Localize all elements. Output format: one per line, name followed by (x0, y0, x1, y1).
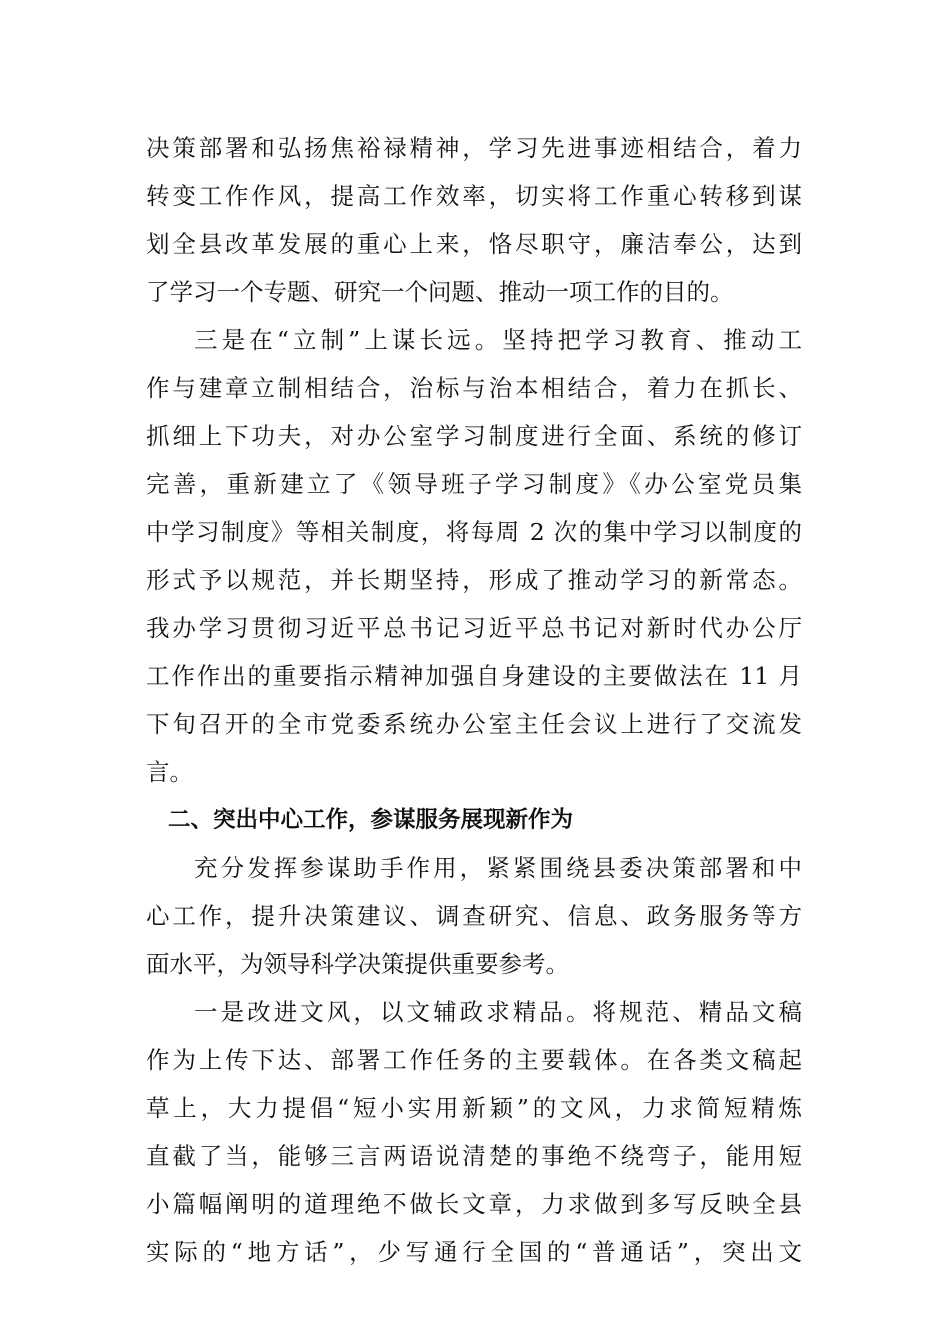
text-line: 形式予以规范，并长期坚持，形成了推动学习的新常态。 (146, 566, 802, 594)
text-line: 心工作，提升决策建议、调查研究、信息、政务服务等方 (146, 902, 802, 930)
document-body (146, 124, 802, 1276)
text-line: 完善，重新建立了《领导班子学习制度》《办公室党员集 (146, 470, 802, 498)
text-line: 作与建章立制相结合，治标与治本相结合，着力在抓长、 (146, 374, 802, 402)
text-line: 转变工作作风，提高工作效率，切实将工作重心转移到谋 (146, 182, 802, 210)
paragraph-start-line: 充分发挥参谋助手作用，紧紧围绕县委决策部署和中 (194, 854, 802, 882)
text-line: 了学习一个专题、研究一个问题、推动一项工作的目的。 (146, 278, 734, 306)
text-line: 面水平，为领导科学决策提供重要参考。 (146, 950, 569, 978)
text-line: 决策部署和弘扬焦裕禄精神，学习先进事迹相结合，着力 (146, 134, 802, 162)
paragraph-start-line: 三是在“立制”上谋长远。坚持把学习教育、推动工 (194, 326, 802, 354)
text-line: 抓细上下功夫，对办公室学习制度进行全面、系统的修订 (146, 422, 802, 450)
text-line: 作为上传下达、部署工作任务的主要载体。在各类文稿起 (146, 1046, 802, 1074)
text-line: 实际的“地方话”，少写通行全国的“普通话”，突出文 (146, 1238, 802, 1266)
text-line: 言。 (146, 758, 193, 786)
text-line: 中学习制度》等相关制度，将每周 2 次的集中学习以制度的 (146, 518, 802, 546)
text-line: 小篇幅阐明的道理绝不做长文章，力求做到多写反映全县 (146, 1190, 802, 1218)
text-line: 划全县改革发展的重心上来，恪尽职守，廉洁奉公，达到 (146, 230, 802, 258)
text-line: 下旬召开的全市党委系统办公室主任会议上进行了交流发 (146, 710, 802, 738)
text-line: 工作作出的重要指示精神加强自身建设的主要做法在 11 月 (146, 662, 802, 690)
text-line: 直截了当，能够三言两语说清楚的事绝不绕弯子，能用短 (146, 1142, 802, 1170)
text-line: 我办学习贯彻习近平总书记习近平总书记对新时代办公厅 (146, 614, 802, 642)
section-heading: 二、突出中心工作，参谋服务展现新作为 (168, 807, 574, 833)
text-line: 草上，大力提倡“短小实用新颖”的文风，力求简短精炼 (146, 1094, 802, 1122)
paragraph-start-line: 一是改进文风，以文辅政求精品。将规范、精品文稿 (194, 998, 802, 1026)
